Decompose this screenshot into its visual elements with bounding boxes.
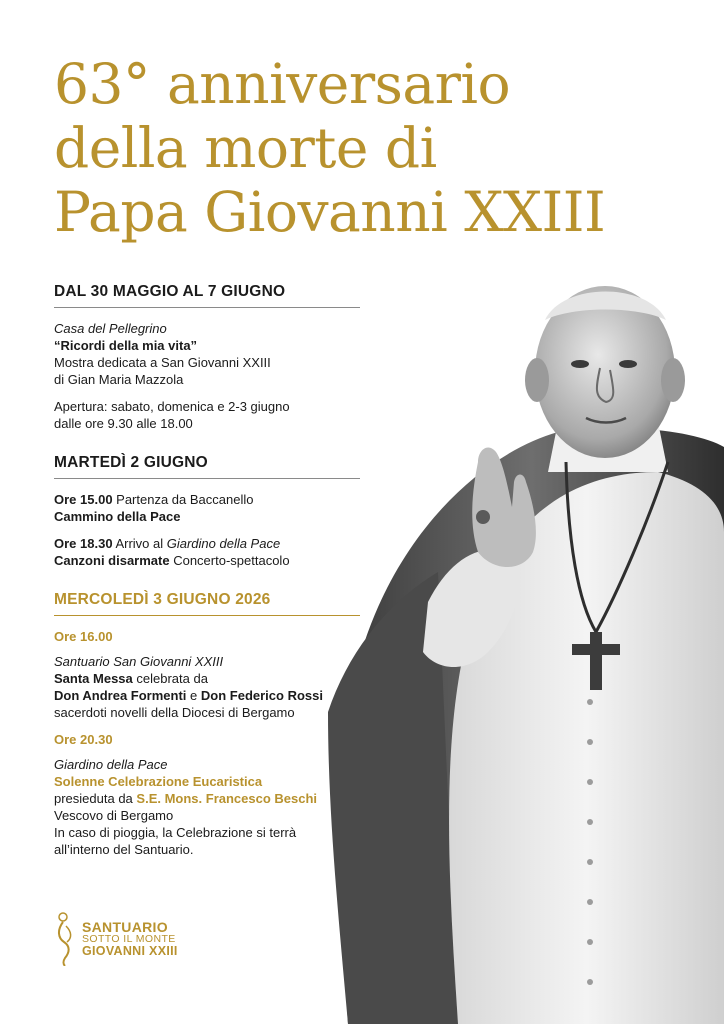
wednesday-ev1-priest-1: Don Andrea Formenti	[54, 688, 187, 703]
wednesday-ev1-note: sacerdoti novelli della Diocesi di Bergamo	[54, 705, 295, 720]
exhibition-desc-2: di Gian Maria Mazzola	[54, 372, 184, 387]
section-heading-exhibition: DAL 30 MAGGIO AL 7 GIUGNO	[54, 283, 360, 308]
wednesday-ev2-title: Solenne Celebrazione Eucaristica	[54, 774, 263, 789]
section-heading-tuesday: MARTEDÌ 2 GIUGNO	[54, 454, 360, 479]
tuesday-ev1-time: Ore 15.00	[54, 492, 113, 507]
ring	[476, 510, 490, 524]
logo-line-2: SOTTO IL MONTE	[82, 933, 176, 945]
wednesday-ev2-role: Vescovo di Bergamo	[54, 808, 174, 823]
wednesday-ev1-time: Ore 16.00	[54, 629, 113, 644]
tuesday-block	[54, 491, 364, 569]
tuesday-ev2-text: Arrivo al	[112, 536, 167, 551]
exhibition-place: Casa del Pellegrino	[54, 321, 167, 336]
tuesday-ev2-place: Giardino della Pace	[166, 536, 281, 551]
wednesday-ev1-priest-2: Don Federico Rossi	[200, 688, 323, 703]
santuario-logo	[54, 912, 178, 966]
title-line-1: 63° anniversario	[54, 52, 511, 116]
exhibition-block	[54, 320, 364, 432]
title-line-2: della morte di	[54, 116, 437, 180]
exhibition-title: “Ricordi della mia vita”	[54, 338, 198, 353]
logo-line-3: GIOVANNI XXIII	[82, 944, 178, 958]
wednesday-block	[54, 628, 364, 858]
santuario-logo-icon	[54, 912, 76, 966]
exhibition-desc-1: Mostra dedicata a San Giovanni XXIII	[54, 355, 271, 370]
title-line-3: Papa Giovanni XXIII	[54, 180, 606, 244]
wednesday-ev2-rain-1: In caso di pioggia, la Celebrazione si terrà	[54, 825, 297, 840]
wednesday-ev2-rain-2: all’interno del Santuario.	[54, 842, 194, 857]
pope-portrait-photo	[328, 272, 724, 1024]
exhibition-opening-2: dalle ore 9.30 alle 18.00	[54, 416, 193, 431]
tuesday-ev1-title: Cammino della Pace	[54, 509, 181, 524]
tuesday-ev2-desc: Concerto-spettacolo	[169, 553, 290, 568]
wednesday-ev1-place: Santuario San Giovanni XXIII	[54, 654, 224, 669]
wednesday-ev2-time: Ore 20.30	[54, 732, 113, 747]
wednesday-ev2-place: Giardino della Pace	[54, 757, 168, 772]
wednesday-ev1-title: Santa Messa	[54, 671, 133, 686]
wednesday-ev1-text: celebrata da	[132, 671, 208, 686]
section-heading-wednesday: MERCOLEDÌ 3 GIUGNO 2026	[54, 591, 360, 616]
wednesday-ev2-presided: presieduta da	[54, 791, 137, 806]
tuesday-ev1-text: Partenza da Baccanello	[112, 492, 254, 507]
exhibition-opening-1: Apertura: sabato, domenica e 2-3 giugno	[54, 399, 290, 414]
tuesday-ev2-time: Ore 18.30	[54, 536, 113, 551]
program-column	[54, 283, 364, 858]
logo-line-1: SANTUARIO	[82, 919, 168, 935]
poster-title	[54, 52, 714, 244]
wednesday-ev2-bishop: S.E. Mons. Francesco Beschi	[136, 791, 318, 806]
wednesday-ev1-and: e	[186, 688, 201, 703]
tuesday-ev2-title: Canzoni disarmate	[54, 553, 170, 568]
